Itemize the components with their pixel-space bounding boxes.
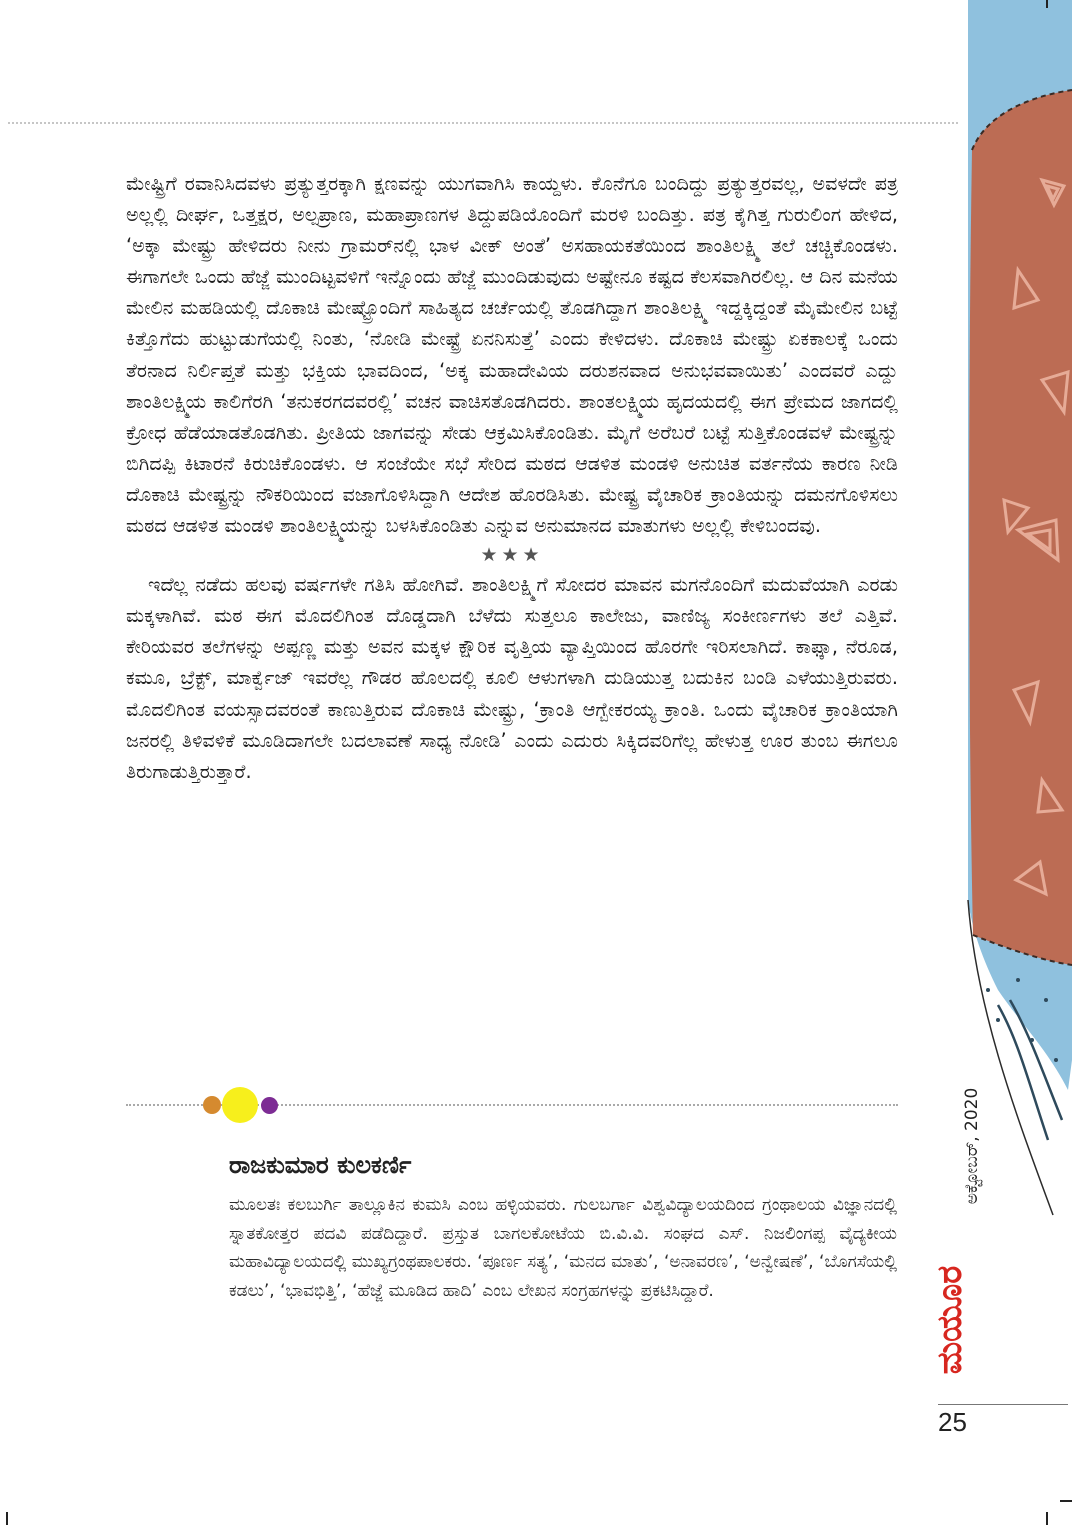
author-name: ರಾಜಕುಮಾರ ಕುಲಕರ್ಣಿ <box>229 1151 412 1179</box>
magazine-name-vertical <box>924 1236 976 1404</box>
purple-dot <box>261 1097 278 1114</box>
magazine-logo: ಮಯೂರ <box>930 1265 970 1375</box>
yellow-dot <box>222 1087 258 1123</box>
crop-mark-bottom-right <box>1046 1512 1048 1525</box>
article-body <box>126 168 898 787</box>
author-bio: ಮೂಲತಃ ಕಲಬುರ್ಗಿ ತಾಲ್ಲೂಕಿನ ಕುಮಸಿ ಎಂಬ ಹಳ್ಳಿಯವರು. ಗುಲಬರ್ಗಾ ವಿಶ್ವವಿದ್ಯಾಲಯದಿಂದ ಗ್ರಂಥಾಲಯ ವಿಜ್ಞಾನದಲ್ಲಿ ಸ್ನಾತಕೋತ್ತರ ಪದವಿ ಪಡೆದಿದ್ದಾರೆ. ಪ್ರಸ್ತುತ ಬಾಗಲಕೋಟೆಯ ಬಿ.ವಿ.ವಿ. ಸಂಘದ ಎಸ್. ನಿಜಲಿಂಗಪ್ಪ ವೈದ್ಯಕೀಯ ಮಹಾವಿದ್ಯಾಲಯದಲ್ಲಿ ಮುಖ್ಯಗ್ರಂಥಪಾಲಕರು. ‘ಪೂರ್ಣ ಸತ್ಯ’, ‘ಮನದ ಮಾತು’, ‘ಅನಾವರಣ’, ‘ಅನ್ವೇಷಣೆ’, ‘ಬೊಗಸೆಯಲ್ಲಿ ಕಡಲು’, ‘ಭಾವಭಿತ್ತಿ’, ‘ಹೆಜ್ಜೆ ಮೂಡಿದ ಹಾದಿ’ ಎಂಬ ಲೇಖನ ಸಂಗ್ರಹಗಳನ್ನು ಪ್ರಕಟಿಸಿದ್ದಾರೆ. <box>229 1195 897 1301</box>
issue-date-vertical <box>958 1076 986 1216</box>
author-divider <box>126 1087 898 1123</box>
article-paragraph-1: ಮೇಷ್ಟ್ರಿಗೆ ರವಾನಿಸಿದವಳು ಪ್ರತ್ಯುತ್ತರಕ್ಕಾಗಿ ಕ್ಷಣವನ್ನು ಯುಗವಾಗಿಸಿ ಕಾಯ್ದಳು. ಕೊನೆಗೂ ಬಂದಿದ್ದು ಪ್ರತ್ಯುತ್ತರವಲ್ಲ, ಅವಳದೇ ಪತ್ರ ಅಲ್ಲಲ್ಲಿ ದೀರ್ಘ, ಒತ್ತಕ್ಷರ, ಅಲ್ಪಪ್ರಾಣ, ಮಹಾಪ್ರಾಣಗಳ ತಿದ್ದುಪಡಿಯೊಂದಿಗೆ ಮರಳಿ ಬಂದಿತ್ತು. ಪತ್ರ ಕೈಗಿತ್ತ ಗುರುಲಿಂಗ ಹೇಳಿದ, ‘ಅಕ್ಕಾ ಮೇಷ್ಟ್ರು ಹೇಳಿದರು ನೀನು ಗ್ರಾಮರ್‌ನಲ್ಲಿ ಭಾಳ ವೀಕ್ ಅಂತೆ’ ಅಸಹಾಯಕತೆಯಿಂದ ಶಾಂತಿಲಕ್ಷ್ಮಿ ತಲೆ ಚಚ್ಚಿಕೊಂಡಳು. ಈಗಾಗಲೇ ಒಂದು ಹೆಜ್ಜೆ ಮುಂದಿಟ್ಟವಳಿಗೆ ಇನ್ನೊಂದು ಹೆಜ್ಜೆ ಮುಂದಿಡುವುದು ಅಷ್ಟೇನೂ ಕಷ್ಟದ ಕೆಲಸವಾಗಿರಲಿಲ್ಲ. ಆ ದಿನ ಮನೆಯ ಮೇಲಿನ ಮಹಡಿಯಲ್ಲಿ ದೊಕಾಚಿ ಮೇಷ್ಟ್ರೊಂದಿಗೆ ಸಾಹಿತ್ಯದ ಚರ್ಚೆಯಲ್ಲಿ ತೊಡಗಿದ್ದಾಗ ಶಾಂತಿಲಕ್ಷ್ಮಿ ಇದ್ದಕ್ಕಿದ್ದಂತೆ ಮೈಮೇಲಿನ ಬಟ್ಟೆ ಕಿತ್ತೊಗೆದು ಹುಟ್ಟುಡುಗೆಯಲ್ಲಿ ನಿಂತು, ‘ನೋಡಿ ಮೇಷ್ಟ್ರೆ ಏನನಿಸುತ್ತೆ’ ಎಂದು ಕೇಳಿದಳು. ದೊಕಾಚಿ ಮೇಷ್ಟ್ರು ಏಕಕಾಲಕ್ಕೆ ಒಂದು ತೆರನಾದ ನಿರ್ಲಿಪ್ತತೆ ಮತ್ತು ಭಕ್ತಿಯ ಭಾವದಿಂದ, ‘ಅಕ್ಕ ಮಹಾದೇವಿಯ ದರುಶನವಾದ ಅನುಭವವಾಯಿತು’ ಎಂದವರೆ ಎದ್ದು ಶಾಂತಿಲಕ್ಷ್ಮಿಯ ಕಾಲಿಗೆರಗಿ ‘ತನುಕರಗದವರಲ್ಲಿ’ ವಚನ ವಾಚಿಸತೊಡಗಿದರು. ಶಾಂತಲಕ್ಷ್ಮಿಯ ಹೃದಯದಲ್ಲಿ ಈಗ ಪ್ರೇಮದ ಜಾಗದಲ್ಲಿ ಕ್ರೋಧ ಹೆಡೆಯಾಡತೊಡಗಿತು. ಪ್ರೀತಿಯ ಜಾಗವನ್ನು ಸೇಡು ಆಕ್ರಮಿಸಿಕೊಂಡಿತು. ಮೈಗೆ ಅರೆಬರೆ ಬಟ್ಟೆ ಸುತ್ತಿಕೊಂಡವಳೆ ಮೇಷ್ಟ್ರನ್ನು ಬಿಗಿದಪ್ಪಿ ಕಿಟಾರನೆ ಕಿರುಚಿಕೊಂಡಳು. ಆ ಸಂಜೆಯೇ ಸಭೆ ಸೇರಿದ ಮಠದ ಆಡಳಿತ ಮಂಡಳಿ ಅನುಚಿತ ವರ್ತನೆಯ ಕಾರಣ ನೀಡಿ ದೊಕಾಚಿ ಮೇಷ್ಟ್ರನ್ನು ನೌಕರಿಯಿಂದ ವಜಾಗೊಳಿಸಿದ್ದಾಗಿ ಆದೇಶ ಹೊರಡಿಸಿತು. ಮೇಷ್ಟ್ರ ವೈಚಾರಿಕ ಕ್ರಾಂತಿಯನ್ನು ದಮನಗೊಳಿಸಲು ಮಠದ ಆಡಳಿತ ಮಂಡಳಿ ಶಾಂತಿಲಕ್ಷ್ಮಿಯನ್ನು ಬಳಸಿಕೊಂಡಿತು ಎನ್ನುವ ಅನುಮಾನದ ಮಾತುಗಳು ಅಲ್ಲಲ್ಲಿ ಕೇಳಿಬಂದವು. <box>126 172 898 538</box>
crop-mark-bottom-left <box>6 1512 8 1525</box>
page-number: 25 <box>938 1407 967 1437</box>
author-box <box>229 1148 897 1305</box>
top-dotted-rule <box>8 122 966 124</box>
article-paragraph-2: ಇದೆಲ್ಲ ನಡೆದು ಹಲವು ವರ್ಷಗಳೇ ಗತಿಸಿ ಹೋಗಿವೆ. ಶಾಂತಿಲಕ್ಷ್ಮಿಗೆ ಸೋದರ ಮಾವನ ಮಗನೊಂದಿಗೆ ಮದುವೆಯಾಗಿ ಎರಡು ಮಕ್ಕಳಾಗಿವೆ. ಮಠ ಈಗ ಮೊದಲಿಗಿಂತ ದೊಡ್ಡದಾಗಿ ಬೆಳೆದು ಸುತ್ತಲೂ ಕಾಲೇಜು, ವಾಣಿಜ್ಯ ಸಂಕೀರ್ಣಗಳು ತಲೆ ಎತ್ತಿವೆ. ಕೇರಿಯವರ ತಲೆಗಳನ್ನು ಅಪ್ಪಣ್ಣ ಮತ್ತು ಅವನ ಮಕ್ಕಳ ಕ್ಷೌರಿಕ ವೃತ್ತಿಯ ವ್ಯಾಪ್ತಿಯಿಂದ ಹೊರಗೇ ಇರಿಸಲಾಗಿದೆ. ಕಾಫ್ಕಾ, ನೆರೂಡ, ಕಮೂ, ಬ್ರೆಕ್ಟ್, ಮಾರ್ಕ್ವೆಜ್ ಇವರೆಲ್ಲ ಗೌಡರ ಹೊಲದಲ್ಲಿ ಕೂಲಿ ಆಳುಗಳಾಗಿ ದುಡಿಯುತ್ತ ಬದುಕಿನ ಬಂಡಿ ಎಳೆಯುತ್ತಿರುವರು. ಮೊದಲಿಗಿಂತ ವಯಸ್ಸಾದವರಂತೆ ಕಾಣುತ್ತಿರುವ ದೊಕಾಚಿ ಮೇಷ್ಟ್ರು, ‘ಕ್ರಾಂತಿ ಆಗ್ಬೇಕರಯ್ಯ ಕ್ರಾಂತಿ. ಒಂದು ವೈಚಾರಿಕ ಕ್ರಾಂತಿಯಾಗಿ ಜನರಲ್ಲಿ ತಿಳಿವಳಿಕೆ ಮೂಡಿದಾಗಲೇ ಬದಲಾವಣೆ ಸಾಧ್ಯ ನೋಡಿ’ ಎಂದು ಎದುರು ಸಿಕ್ಕಿದವರಿಗೆಲ್ಲ ಹೇಳುತ್ತ ಊರ ತುಂಬ ಈಗಲೂ ತಿರುಗಾಡುತ್ತಿರುತ್ತಾರೆ. <box>126 573 898 783</box>
issue-date: ಅಕ್ಟೋಬರ್, 2020 <box>962 1087 982 1205</box>
crop-mark-right <box>1060 1500 1072 1502</box>
orange-dot <box>203 1096 221 1114</box>
section-separator: ★★★ <box>480 544 544 567</box>
crop-mark-top <box>1046 0 1048 8</box>
